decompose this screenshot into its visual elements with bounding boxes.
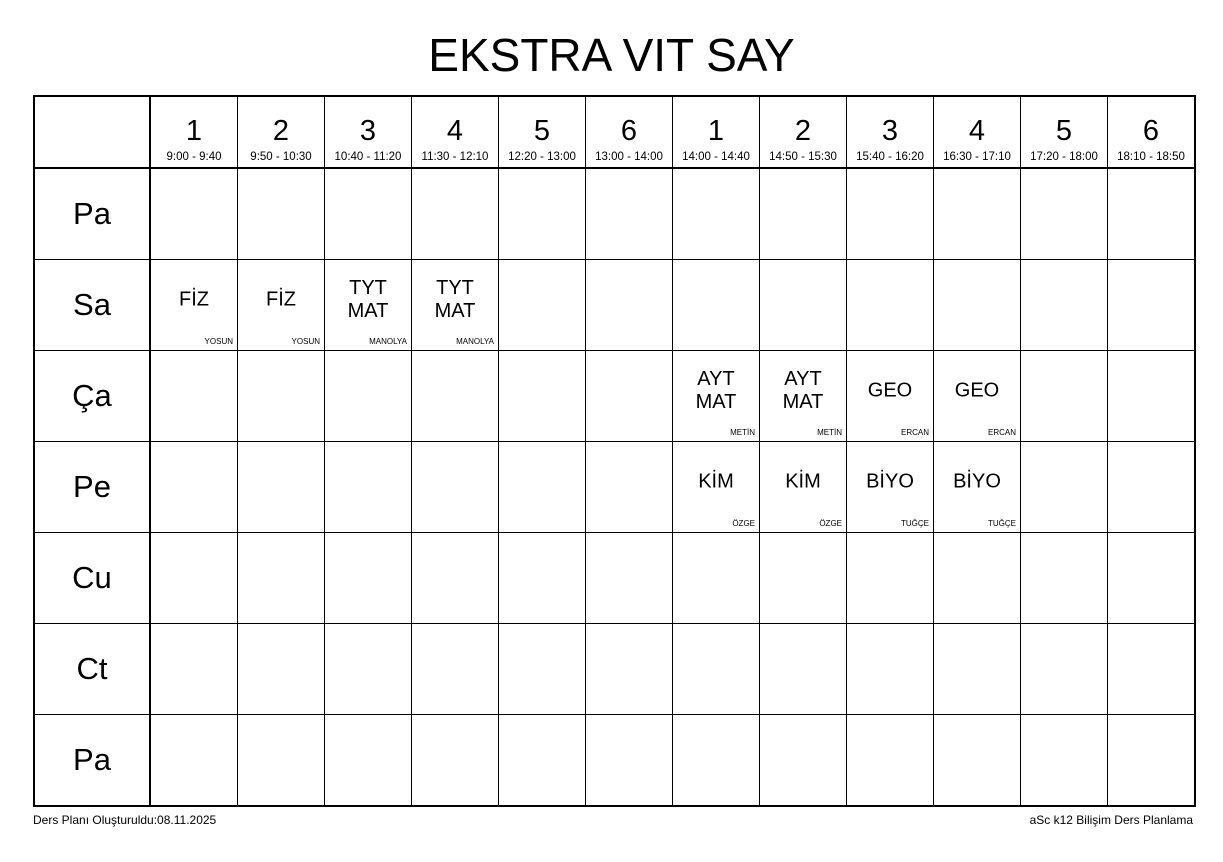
empty-cell xyxy=(586,351,673,442)
empty-cell xyxy=(325,533,412,624)
empty-cell xyxy=(499,533,586,624)
empty-cell xyxy=(325,715,412,807)
period-time: 10:40 - 11:20 xyxy=(334,151,402,163)
day-label: Cu xyxy=(34,533,150,624)
empty-cell xyxy=(1021,715,1108,807)
period-header xyxy=(325,96,412,168)
empty-cell xyxy=(499,168,586,260)
day-row xyxy=(34,168,1195,260)
empty-cell xyxy=(1021,168,1108,260)
lesson-teacher: METİN xyxy=(817,428,842,437)
lesson-subject: KİM xyxy=(698,470,734,493)
period-header xyxy=(238,96,325,168)
empty-cell xyxy=(1021,533,1108,624)
period-time: 14:50 - 15:30 xyxy=(769,151,837,163)
empty-cell xyxy=(847,715,934,807)
period-time: 13:00 - 14:00 xyxy=(595,151,663,163)
empty-cell xyxy=(150,168,238,260)
period-header-row xyxy=(34,96,1195,168)
period-time: 11:30 - 12:10 xyxy=(421,151,489,163)
empty-cell xyxy=(412,168,499,260)
period-header xyxy=(150,96,238,168)
lesson-teacher: MANOLYA xyxy=(369,337,407,346)
empty-cell xyxy=(150,351,238,442)
empty-cell xyxy=(673,533,760,624)
period-header xyxy=(412,96,499,168)
empty-cell xyxy=(847,260,934,351)
day-label: Pa xyxy=(34,715,150,807)
lesson-subject: TYT MAT xyxy=(347,277,389,322)
empty-cell xyxy=(1021,624,1108,715)
day-label: Ça xyxy=(34,351,150,442)
lesson-cell xyxy=(847,351,934,442)
empty-cell xyxy=(934,533,1021,624)
created-date-footer: Ders Planı Oluşturuldu:08.11.2025 xyxy=(33,813,217,827)
period-number: 4 xyxy=(446,115,464,147)
lesson-cell xyxy=(760,351,847,442)
empty-cell xyxy=(325,624,412,715)
empty-cell xyxy=(150,533,238,624)
period-number: 3 xyxy=(359,115,377,147)
empty-cell xyxy=(325,168,412,260)
empty-cell xyxy=(238,168,325,260)
period-time: 12:20 - 13:00 xyxy=(508,151,576,163)
lesson-cell xyxy=(934,351,1021,442)
empty-cell xyxy=(934,168,1021,260)
empty-cell xyxy=(325,442,412,533)
lesson-teacher: ÖZGE xyxy=(819,519,842,528)
period-number: 3 xyxy=(881,115,899,147)
empty-cell xyxy=(673,715,760,807)
day-row xyxy=(34,533,1195,624)
lesson-cell xyxy=(934,442,1021,533)
lesson-subject: BİYO xyxy=(953,470,1001,493)
empty-cell xyxy=(934,624,1021,715)
period-number: 1 xyxy=(185,115,203,147)
empty-cell xyxy=(412,442,499,533)
empty-cell xyxy=(412,351,499,442)
period-header xyxy=(586,96,673,168)
period-number: 5 xyxy=(1055,115,1073,147)
day-row xyxy=(34,260,1195,351)
empty-cell xyxy=(150,624,238,715)
lesson-subject: KİM xyxy=(785,470,821,493)
empty-cell xyxy=(1021,351,1108,442)
lesson-teacher: YOSUN xyxy=(204,337,233,346)
empty-cell xyxy=(412,624,499,715)
empty-cell xyxy=(1108,715,1196,807)
empty-cell xyxy=(1108,624,1196,715)
lesson-teacher: ERCAN xyxy=(987,428,1016,437)
lesson-teacher: ERCAN xyxy=(900,428,929,437)
day-row xyxy=(34,624,1195,715)
empty-cell xyxy=(586,168,673,260)
empty-cell xyxy=(586,442,673,533)
day-label: Pe xyxy=(34,442,150,533)
empty-cell xyxy=(1108,168,1196,260)
empty-cell xyxy=(238,351,325,442)
lesson-cell xyxy=(412,260,499,351)
empty-cell xyxy=(1108,533,1196,624)
empty-cell xyxy=(499,624,586,715)
lesson-subject: GEO xyxy=(867,379,913,402)
empty-cell xyxy=(238,533,325,624)
empty-cell xyxy=(499,442,586,533)
empty-cell xyxy=(934,715,1021,807)
empty-cell xyxy=(586,624,673,715)
lesson-cell xyxy=(760,442,847,533)
period-time: 15:40 - 16:20 xyxy=(856,151,924,163)
lesson-subject: AYT MAT xyxy=(782,368,824,413)
period-time: 16:30 - 17:10 xyxy=(943,151,1011,163)
lesson-cell xyxy=(150,260,238,351)
lesson-cell xyxy=(673,351,760,442)
empty-cell xyxy=(673,168,760,260)
page-title: EKSTRA VIT SAY xyxy=(428,29,795,81)
lesson-cell xyxy=(847,442,934,533)
lesson-cell xyxy=(238,260,325,351)
software-credit-footer: aSc k12 Bilişim Ders Planlama xyxy=(1029,813,1193,827)
timetable-body xyxy=(34,168,1195,806)
empty-cell xyxy=(586,260,673,351)
empty-cell xyxy=(760,715,847,807)
period-time: 14:00 - 14:40 xyxy=(682,151,750,163)
lesson-teacher: TUĞÇE xyxy=(901,519,929,528)
period-time: 9:50 - 10:30 xyxy=(250,151,312,163)
lesson-cell xyxy=(673,442,760,533)
empty-cell xyxy=(760,624,847,715)
period-number: 6 xyxy=(620,115,638,147)
empty-cell xyxy=(934,260,1021,351)
empty-cell xyxy=(412,533,499,624)
lesson-subject: BİYO xyxy=(866,470,914,493)
period-time: 9:00 - 9:40 xyxy=(166,151,222,163)
empty-cell xyxy=(1021,442,1108,533)
empty-cell xyxy=(412,715,499,807)
empty-cell xyxy=(499,260,586,351)
period-number: 2 xyxy=(272,115,290,147)
empty-cell xyxy=(586,533,673,624)
empty-cell xyxy=(760,533,847,624)
day-row xyxy=(34,442,1195,533)
period-number: 6 xyxy=(1142,115,1160,147)
empty-cell xyxy=(499,351,586,442)
period-time: 17:20 - 18:00 xyxy=(1030,151,1098,163)
empty-cell xyxy=(1108,351,1196,442)
lesson-teacher: TUĞÇE xyxy=(988,519,1016,528)
empty-cell xyxy=(499,715,586,807)
lesson-subject: FİZ xyxy=(266,288,296,311)
day-row xyxy=(34,715,1195,807)
empty-cell xyxy=(673,260,760,351)
day-label: Sa xyxy=(34,260,150,351)
empty-cell xyxy=(150,715,238,807)
empty-cell xyxy=(847,168,934,260)
day-label: Pa xyxy=(34,168,150,260)
empty-cell xyxy=(325,351,412,442)
empty-cell xyxy=(1108,442,1196,533)
period-number: 1 xyxy=(707,115,725,147)
empty-cell xyxy=(238,715,325,807)
empty-cell xyxy=(847,533,934,624)
empty-cell xyxy=(847,624,934,715)
period-number: 2 xyxy=(794,115,812,147)
corner-cell xyxy=(34,96,150,168)
empty-cell xyxy=(238,624,325,715)
period-number: 5 xyxy=(533,115,551,147)
empty-cell xyxy=(150,442,238,533)
period-header xyxy=(1021,96,1108,168)
day-label: Ct xyxy=(34,624,150,715)
period-header xyxy=(934,96,1021,168)
lesson-subject: TYT MAT xyxy=(434,277,476,322)
empty-cell xyxy=(673,624,760,715)
empty-cell xyxy=(760,168,847,260)
period-time: 18:10 - 18:50 xyxy=(1117,151,1185,163)
period-header xyxy=(847,96,934,168)
lesson-subject: GEO xyxy=(954,379,1000,402)
lesson-teacher: METİN xyxy=(730,428,755,437)
period-header xyxy=(499,96,586,168)
lesson-teacher: ÖZGE xyxy=(732,519,755,528)
empty-cell xyxy=(1108,260,1196,351)
period-header xyxy=(673,96,760,168)
period-header xyxy=(760,96,847,168)
lesson-cell xyxy=(325,260,412,351)
lesson-subject: AYT MAT xyxy=(695,368,737,413)
empty-cell xyxy=(1021,260,1108,351)
day-row xyxy=(34,351,1195,442)
lesson-teacher: MANOLYA xyxy=(456,337,494,346)
empty-cell xyxy=(238,442,325,533)
lesson-subject: FİZ xyxy=(179,288,209,311)
period-number: 4 xyxy=(968,115,986,147)
period-header xyxy=(1108,96,1196,168)
empty-cell xyxy=(586,715,673,807)
timetable xyxy=(33,95,1196,807)
empty-cell xyxy=(760,260,847,351)
lesson-teacher: YOSUN xyxy=(291,337,320,346)
